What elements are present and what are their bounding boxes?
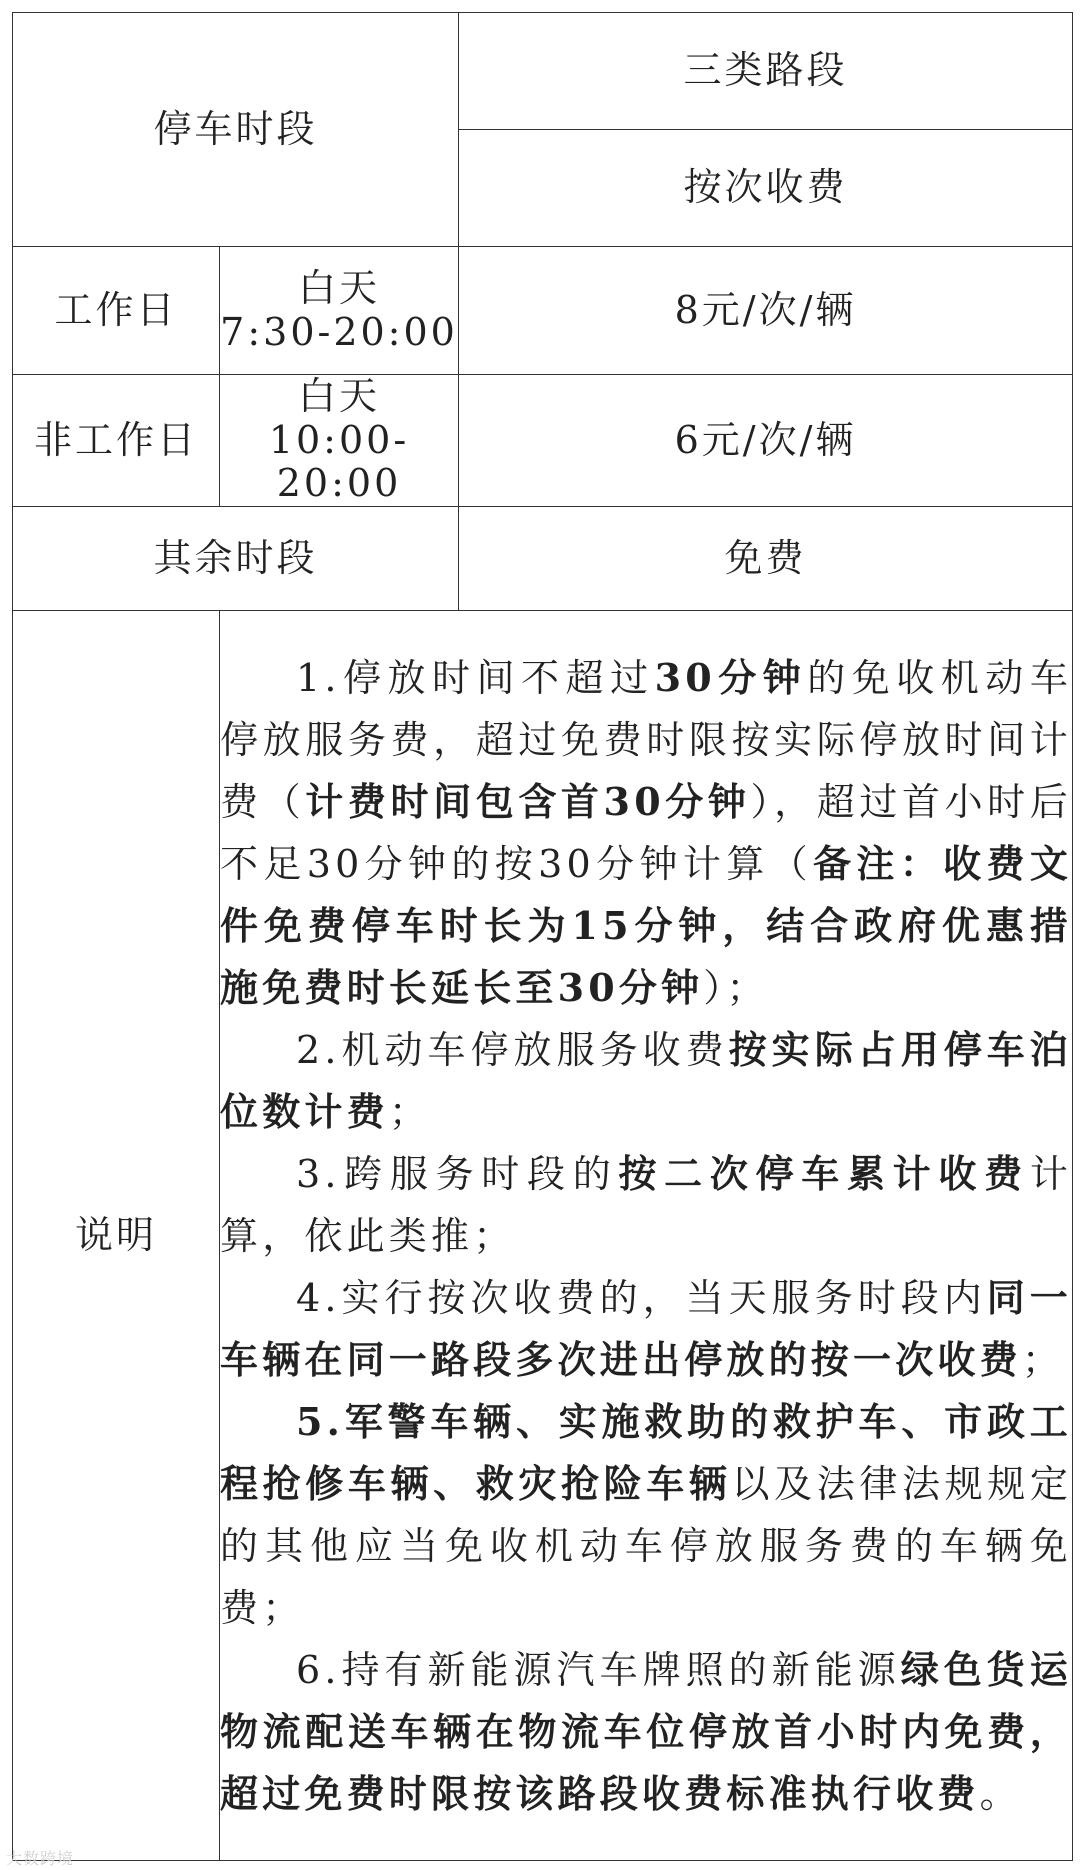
workday-text: 工作日 [54, 287, 178, 332]
note-3: 3.跨服务时段的按二次停车累计收费计算，依此类推； [220, 1150, 1073, 1258]
nonworkday-period-time: 10:00-20:00 [268, 417, 410, 506]
nonworkday-fee-text: 6元/次/辆 [674, 417, 857, 462]
row-workday-label [13, 247, 220, 375]
workday-period-label: 白天 [298, 265, 381, 310]
header-billing-method [459, 130, 1073, 247]
notes-label: 说明 [74, 1212, 157, 1257]
header-parking-period [13, 13, 459, 247]
row-other-period-label [13, 507, 459, 611]
note-4: 4.实行按次收费的，当天服务时段内同一车辆在同一路段多次进出停放的按一次收费； [220, 1274, 1073, 1382]
notes-label-cell [13, 611, 220, 1861]
row-workday-fee [459, 247, 1073, 375]
note-2: 2.机动车停放服务收费按实际占用停车泊位数计费； [220, 1026, 1072, 1134]
header-road-category-text: 三类路段 [683, 48, 848, 93]
notes-content [220, 611, 1073, 1861]
other-period-text: 其余时段 [153, 535, 318, 580]
nonworkday-period-label: 白天 [298, 374, 381, 418]
row-nonworkday-fee [459, 375, 1073, 507]
header-billing-method-text: 按次收费 [683, 165, 848, 210]
other-fee-text: 免费 [724, 535, 807, 580]
note-5: 5.军警车辆、实施救助的救护车、市政工程抢修车辆、救灾抢险车辆以及法律法规规定的其他应当免收机动车停放服务费的车辆免费； [220, 1398, 1073, 1630]
watermark: 大数跨境 [6, 1849, 75, 1868]
note-1: 1.停放时间不超过30分钟的免收机动车停放服务费，超过免费时限按实际停放时间计费（计费时间包含首30分钟），超过首小时后不足30分钟的按30分钟计算（备注：收费文件免费停车时长为15分钟，结合政府优惠措施免费时长延长至30分钟）； [220, 654, 1073, 1010]
workday-period-time: 7:30-20:00 [220, 309, 458, 354]
row-workday-period [220, 247, 459, 375]
row-other-period-fee [459, 507, 1073, 611]
parking-fee-table [12, 12, 1073, 1861]
header-road-category [459, 13, 1073, 130]
header-parking-period-text: 停车时段 [153, 106, 318, 151]
workday-fee-text: 8元/次/辆 [674, 287, 857, 332]
row-nonworkday-period [220, 375, 459, 507]
nonworkday-text: 非工作日 [33, 417, 198, 462]
note-6: 6.持有新能源汽车牌照的新能源绿色货运物流配送车辆在物流车位停放首小时内免费，超过免费时限按该路段收费标准执行收费。 [220, 1646, 1073, 1816]
row-nonworkday-label [13, 375, 220, 507]
